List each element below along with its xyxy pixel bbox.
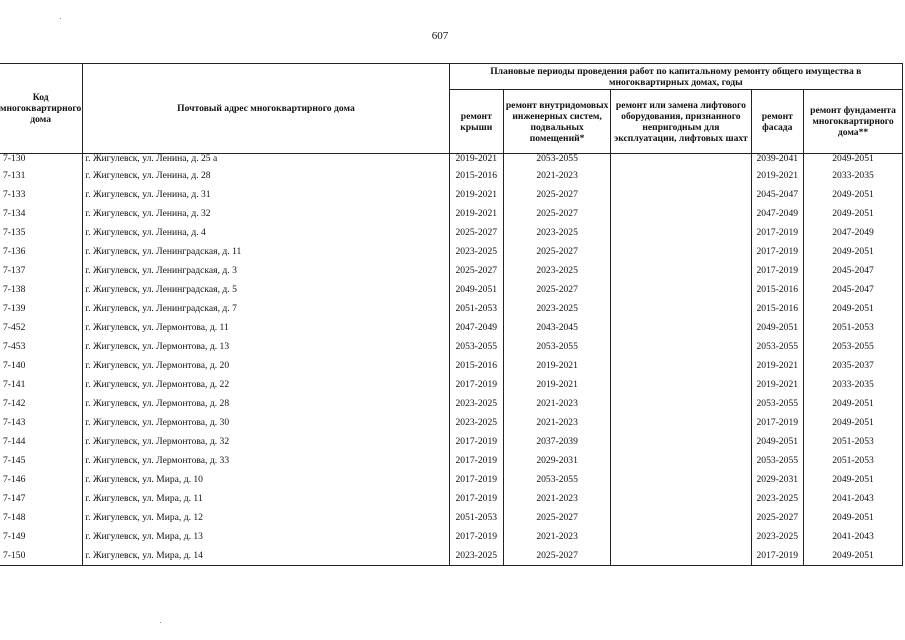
row-code: 7-142 (0, 394, 83, 413)
row-facade: 2019-2021 (751, 166, 804, 185)
row-address: г. Жигулевск, ул. Ленина, д. 25 а (83, 154, 449, 167)
header-foundation: ремонт фундамента многоквартирного дома** (804, 90, 903, 154)
row-roof: 2019-2021 (449, 154, 503, 167)
row-address: г. Жигулевск, ул. Мира, д. 12 (83, 508, 449, 527)
row-elevator (611, 154, 751, 167)
row-code: 7-135 (0, 223, 83, 242)
table-row (0, 451, 903, 470)
row-code: 7-140 (0, 356, 83, 375)
row-address: г. Жигулевск, ул. Лермонтова, д. 22 (83, 375, 449, 394)
table-header (0, 64, 903, 154)
row-engineering: 2053-2055 (503, 470, 610, 489)
row-roof: 2049-2051 (449, 280, 503, 299)
table-row (0, 413, 903, 432)
row-address: г. Жигулевск, ул. Лермонтова, д. 30 (83, 413, 449, 432)
row-address: г. Жигулевск, ул. Ленинградская, д. 3 (83, 261, 449, 280)
row-code: 7-141 (0, 375, 83, 394)
row-code: 7-133 (0, 185, 83, 204)
table-row (0, 527, 903, 546)
table-row (0, 299, 903, 318)
row-code: 7-136 (0, 242, 83, 261)
row-roof: 2015-2016 (449, 166, 503, 185)
row-address: г. Жигулевск, ул. Мира, д. 11 (83, 489, 449, 508)
row-roof: 2025-2027 (449, 261, 503, 280)
table-row (0, 185, 903, 204)
row-facade: 2049-2051 (751, 318, 804, 337)
row-facade: 2017-2019 (751, 546, 804, 566)
row-roof: 2015-2016 (449, 356, 503, 375)
row-facade: 2045-2047 (751, 185, 804, 204)
row-elevator (611, 432, 751, 451)
row-facade: 2053-2055 (751, 451, 804, 470)
row-engineering: 2021-2023 (503, 489, 610, 508)
scan-speck (60, 18, 61, 19)
row-elevator (611, 166, 751, 185)
row-roof: 2025-2027 (449, 223, 503, 242)
row-foundation: 2049-2051 (804, 394, 903, 413)
row-foundation: 2049-2051 (804, 508, 903, 527)
row-address: г. Жигулевск, ул. Ленинградская, д. 7 (83, 299, 449, 318)
row-code: 7-146 (0, 470, 83, 489)
row-engineering: 2025-2027 (503, 508, 610, 527)
row-elevator (611, 242, 751, 261)
header-roof: ремонт крыши (449, 90, 503, 154)
row-facade: 2029-2031 (751, 470, 804, 489)
row-facade: 2017-2019 (751, 223, 804, 242)
row-foundation: 2051-2053 (804, 451, 903, 470)
row-foundation: 2051-2053 (804, 318, 903, 337)
row-foundation: 2049-2051 (804, 242, 903, 261)
capital-repair-table (0, 63, 903, 566)
row-foundation: 2033-2035 (804, 166, 903, 185)
table-body (0, 154, 903, 566)
row-elevator (611, 185, 751, 204)
table-row (0, 280, 903, 299)
row-address: г. Жигулевск, ул. Лермонтова, д. 11 (83, 318, 449, 337)
row-elevator (611, 375, 751, 394)
row-engineering: 2019-2021 (503, 356, 610, 375)
row-code: 7-139 (0, 299, 83, 318)
row-foundation: 2049-2051 (804, 470, 903, 489)
row-foundation: 2049-2051 (804, 413, 903, 432)
header-code: Код многоквартирного дома (0, 64, 83, 154)
row-foundation: 2047-2049 (804, 223, 903, 242)
table-row (0, 242, 903, 261)
row-facade: 2023-2025 (751, 489, 804, 508)
table-row (0, 337, 903, 356)
row-elevator (611, 470, 751, 489)
row-roof: 2047-2049 (449, 318, 503, 337)
row-facade: 2017-2019 (751, 413, 804, 432)
row-roof: 2017-2019 (449, 489, 503, 508)
row-address: г. Жигулевск, ул. Лермонтова, д. 20 (83, 356, 449, 375)
row-elevator (611, 356, 751, 375)
row-facade: 2039-2041 (751, 154, 804, 167)
row-elevator (611, 280, 751, 299)
row-foundation: 2049-2051 (804, 204, 903, 223)
row-elevator (611, 318, 751, 337)
row-address: г. Жигулевск, ул. Ленина, д. 31 (83, 185, 449, 204)
row-address: г. Жигулевск, ул. Ленина, д. 32 (83, 204, 449, 223)
row-code: 7-138 (0, 280, 83, 299)
row-code: 7-137 (0, 261, 83, 280)
row-elevator (611, 299, 751, 318)
table-row (0, 166, 903, 185)
row-foundation: 2045-2047 (804, 261, 903, 280)
row-code: 7-147 (0, 489, 83, 508)
table-row (0, 154, 903, 167)
row-elevator (611, 261, 751, 280)
row-facade: 2017-2019 (751, 242, 804, 261)
row-foundation: 2041-2043 (804, 527, 903, 546)
row-address: г. Жигулевск, ул. Мира, д. 10 (83, 470, 449, 489)
row-foundation: 2051-2053 (804, 432, 903, 451)
scan-speck (160, 622, 161, 623)
table-row (0, 356, 903, 375)
row-elevator (611, 508, 751, 527)
table-row (0, 508, 903, 527)
row-foundation: 2045-2047 (804, 280, 903, 299)
row-engineering: 2025-2027 (503, 185, 610, 204)
row-foundation: 2049-2051 (804, 546, 903, 566)
row-facade: 2049-2051 (751, 432, 804, 451)
row-elevator (611, 546, 751, 566)
row-address: г. Жигулевск, ул. Мира, д. 13 (83, 527, 449, 546)
row-facade: 2053-2055 (751, 337, 804, 356)
row-code: 7-145 (0, 451, 83, 470)
table-row (0, 470, 903, 489)
row-roof: 2017-2019 (449, 470, 503, 489)
row-engineering: 2025-2027 (503, 204, 610, 223)
row-elevator (611, 451, 751, 470)
row-engineering: 2019-2021 (503, 375, 610, 394)
row-facade: 2025-2027 (751, 508, 804, 527)
row-code: 7-144 (0, 432, 83, 451)
row-roof: 2023-2025 (449, 242, 503, 261)
row-foundation: 2053-2055 (804, 337, 903, 356)
table-row (0, 489, 903, 508)
row-address: г. Жигулевск, ул. Ленинградская, д. 5 (83, 280, 449, 299)
row-engineering: 2021-2023 (503, 413, 610, 432)
row-code: 7-131 (0, 166, 83, 185)
header-facade: ремонт фасада (751, 90, 804, 154)
row-address: г. Жигулевск, ул. Лермонтова, д. 32 (83, 432, 449, 451)
row-facade: 2053-2055 (751, 394, 804, 413)
row-engineering: 2023-2025 (503, 223, 610, 242)
row-address: г. Жигулевск, ул. Ленина, д. 4 (83, 223, 449, 242)
row-elevator (611, 394, 751, 413)
row-address: г. Жигулевск, ул. Ленина, д. 28 (83, 166, 449, 185)
table-row (0, 375, 903, 394)
row-code: 7-148 (0, 508, 83, 527)
row-elevator (611, 223, 751, 242)
row-code: 7-134 (0, 204, 83, 223)
table-row (0, 432, 903, 451)
header-elevator: ремонт или замена лифтового оборудования, признанного непригодным для эксплуатации, лифтовых шахт (611, 90, 751, 154)
row-elevator (611, 489, 751, 508)
row-code: 7-130 (0, 154, 83, 167)
row-foundation: 2049-2051 (804, 299, 903, 318)
row-engineering: 2053-2055 (503, 154, 610, 167)
row-roof: 2019-2021 (449, 204, 503, 223)
row-engineering: 2053-2055 (503, 337, 610, 356)
row-engineering: 2043-2045 (503, 318, 610, 337)
row-facade: 2019-2021 (751, 356, 804, 375)
row-facade: 2015-2016 (751, 280, 804, 299)
row-engineering: 2021-2023 (503, 394, 610, 413)
row-code: 7-143 (0, 413, 83, 432)
row-facade: 2047-2049 (751, 204, 804, 223)
row-foundation: 2041-2043 (804, 489, 903, 508)
row-engineering: 2021-2023 (503, 166, 610, 185)
row-elevator (611, 204, 751, 223)
row-address: г. Жигулевск, ул. Лермонтова, д. 13 (83, 337, 449, 356)
row-facade: 2017-2019 (751, 261, 804, 280)
row-roof: 2023-2025 (449, 394, 503, 413)
header-periods-group: Плановые периоды проведения работ по капитальному ремонту общего имущества в многоквартирных домах, годы (449, 64, 902, 90)
row-elevator (611, 527, 751, 546)
table-row (0, 223, 903, 242)
row-roof: 2017-2019 (449, 451, 503, 470)
row-engineering: 2025-2027 (503, 546, 610, 566)
row-engineering: 2025-2027 (503, 280, 610, 299)
row-code: 7-452 (0, 318, 83, 337)
row-roof: 2017-2019 (449, 375, 503, 394)
row-roof: 2023-2025 (449, 413, 503, 432)
row-address: г. Жигулевск, ул. Мира, д. 14 (83, 546, 449, 566)
row-roof: 2017-2019 (449, 432, 503, 451)
row-roof: 2051-2053 (449, 508, 503, 527)
row-foundation: 2049-2051 (804, 185, 903, 204)
row-foundation: 2035-2037 (804, 356, 903, 375)
row-roof: 2023-2025 (449, 546, 503, 566)
row-engineering: 2025-2027 (503, 242, 610, 261)
row-address: г. Жигулевск, ул. Лермонтова, д. 28 (83, 394, 449, 413)
row-elevator (611, 337, 751, 356)
row-foundation: 2049-2051 (804, 154, 903, 167)
row-roof: 2017-2019 (449, 527, 503, 546)
header-engineering: ремонт внутридомовых инженерных систем, подвальных помещений* (503, 90, 610, 154)
row-address: г. Жигулевск, ул. Ленинградская, д. 11 (83, 242, 449, 261)
row-facade: 2019-2021 (751, 375, 804, 394)
row-facade: 2023-2025 (751, 527, 804, 546)
row-code: 7-453 (0, 337, 83, 356)
row-foundation: 2033-2035 (804, 375, 903, 394)
row-engineering: 2021-2023 (503, 527, 610, 546)
row-engineering: 2023-2025 (503, 261, 610, 280)
page-number: 607 (431, 30, 449, 42)
row-roof: 2051-2053 (449, 299, 503, 318)
row-facade: 2015-2016 (751, 299, 804, 318)
table-row (0, 204, 903, 223)
table-row (0, 261, 903, 280)
row-engineering: 2023-2025 (503, 299, 610, 318)
row-engineering: 2029-2031 (503, 451, 610, 470)
row-roof: 2053-2055 (449, 337, 503, 356)
table-row (0, 318, 903, 337)
row-address: г. Жигулевск, ул. Лермонтова, д. 33 (83, 451, 449, 470)
row-code: 7-150 (0, 546, 83, 566)
table-row (0, 546, 903, 566)
table-row (0, 394, 903, 413)
row-engineering: 2037-2039 (503, 432, 610, 451)
header-address: Почтовый адрес многоквартирного дома (83, 64, 449, 154)
row-code: 7-149 (0, 527, 83, 546)
row-roof: 2019-2021 (449, 185, 503, 204)
row-elevator (611, 413, 751, 432)
